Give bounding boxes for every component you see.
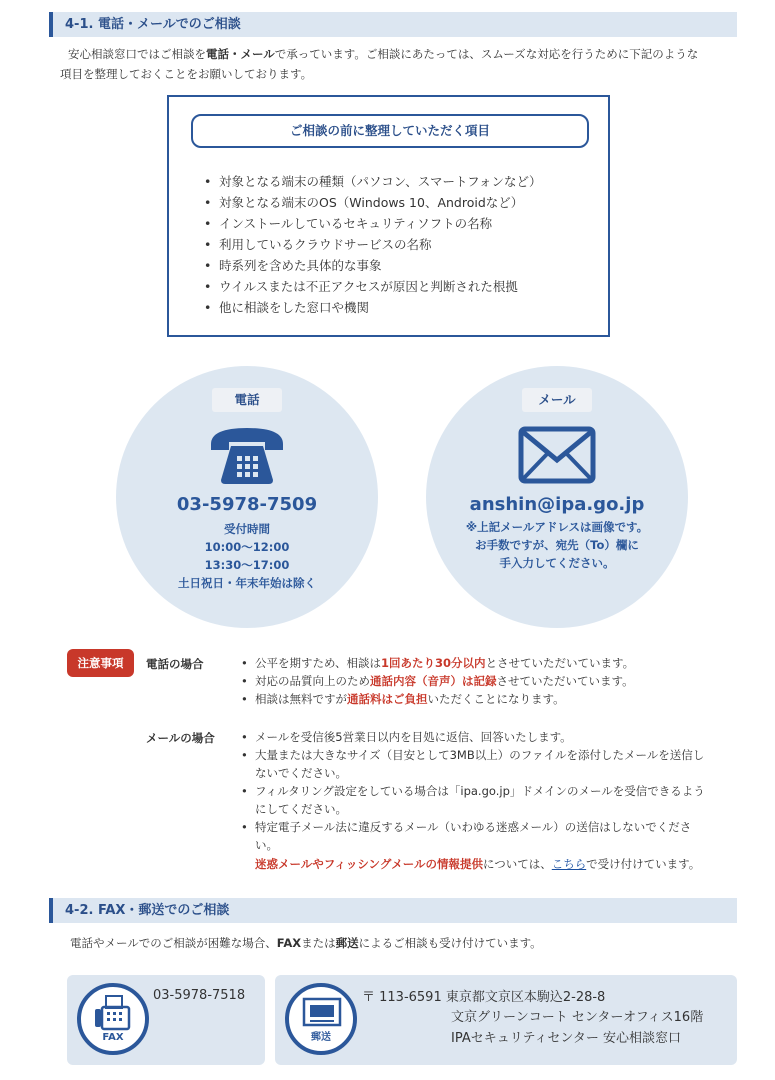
list-item: • メールを受信後5営業日以内を目処に返信、回答いたします。 xyxy=(255,728,735,746)
list-item: • 時系列を含めた具体的な事象 xyxy=(219,255,542,276)
postal-card xyxy=(275,975,737,1065)
checklist-box xyxy=(167,95,610,337)
section-heading-fax-post: 4-2. FAX・郵送でのご相談 xyxy=(49,898,737,923)
fax-icon: FAX xyxy=(77,983,149,1055)
list-item: • ウイルスまたは不正アクセスが原因と判断された根拠 xyxy=(219,276,542,297)
envelope-icon xyxy=(518,426,596,484)
mail-notes-list xyxy=(255,728,735,854)
mail-notes-label: メールの場合 xyxy=(146,731,215,745)
list-item: • 他に相談をした窓口や機関 xyxy=(219,297,542,318)
list-item: • インストールしているセキュリティソフトの名称 xyxy=(219,213,542,234)
list-item: • 公平を期すため、相談は1回あたり30分以内とさせていただいています。 xyxy=(255,654,735,672)
list-item: • 相談は無料ですが通話料はご負担いただくことになります。 xyxy=(255,690,735,708)
spam-report-line: 迷惑メールやフィッシングメールの情報提供については、こちらで受け付けています。 xyxy=(255,857,701,871)
list-item: • 対応の品質向上のため通話内容（音声）は記録させていただいています。 xyxy=(255,672,735,690)
fax-intro-paragraph: 電話やメールでのご相談が困難な場合、FAXまたは郵送によるご相談も受け付けています。 xyxy=(70,936,542,950)
intro-paragraph: 安心相談窓口ではご相談を電話・メールで承っています。ご相談にあたっては、スムーズな対応を行うために下記のような xyxy=(68,47,699,61)
phone-hours: 受付時間 10:00～12:00 13:30～17:00 土日祝日・年末年始は除く xyxy=(178,522,316,590)
phone-contact-circle xyxy=(116,366,378,628)
phone-number[interactable]: 03-5978-7509 xyxy=(176,494,318,515)
list-item: • 特定電子メール法に違反するメール（いわゆる迷惑メール）の送信はしないでくださ い。 xyxy=(255,818,735,854)
mail-note: ※上記メールアドレスは画像です。 お手数ですが、宛先（To）欄に 手入力してください。 xyxy=(465,520,649,570)
fax-card xyxy=(67,975,265,1065)
telephone-icon xyxy=(207,422,287,486)
postcard-icon xyxy=(302,997,342,1027)
list-item: • 対象となる端末の種類（パソコン、スマートフォンなど） xyxy=(219,171,542,192)
mail-contact-circle xyxy=(426,366,688,628)
fax-number: 03-5978-7518 xyxy=(153,988,246,1003)
phone-notes-label: 電話の場合 xyxy=(146,657,204,671)
fax-machine-icon xyxy=(94,995,132,1031)
postal-address-line3: IPAセキュリティセンター 安心相談窓口 xyxy=(451,1031,682,1046)
phone-label: 電話 xyxy=(212,388,282,412)
notice-badge: 注意事項 xyxy=(67,649,134,677)
list-item: • 大量または大きなサイズ（目安として3MB以上）のファイルを添付したメールを送信し ないでください。 xyxy=(255,746,735,782)
mail-label: メール xyxy=(522,388,592,412)
list-item: • 利用しているクラウドサービスの名称 xyxy=(219,234,542,255)
phone-notes-list xyxy=(255,654,735,708)
checklist-title: ご相談の前に整理していただく項目 xyxy=(191,114,589,148)
mail-address: anshin@ipa.go.jp xyxy=(469,494,645,515)
checklist-list xyxy=(219,171,542,318)
postal-icon: 郵送 xyxy=(285,983,357,1055)
list-item: • 対象となる端末のOS（Windows 10、Androidなど） xyxy=(219,192,542,213)
intro-paragraph-line2: 項目を整理しておくことをお願いしております。 xyxy=(60,67,313,81)
postal-address-line2: 文京グリーンコート センターオフィス16階 xyxy=(451,1010,704,1025)
section-heading-phone-mail: 4-1. 電話・メールでのご相談 xyxy=(49,12,737,37)
list-item: • フィルタリング設定をしている場合は「ipa.go.jp」ドメインのメールを受信できるよう にしてください。 xyxy=(255,782,735,818)
spam-report-link[interactable]: こちら xyxy=(551,857,587,871)
postal-address-line1: 〒 113-6591 東京都文京区本駒込2-28-8 xyxy=(362,990,606,1005)
